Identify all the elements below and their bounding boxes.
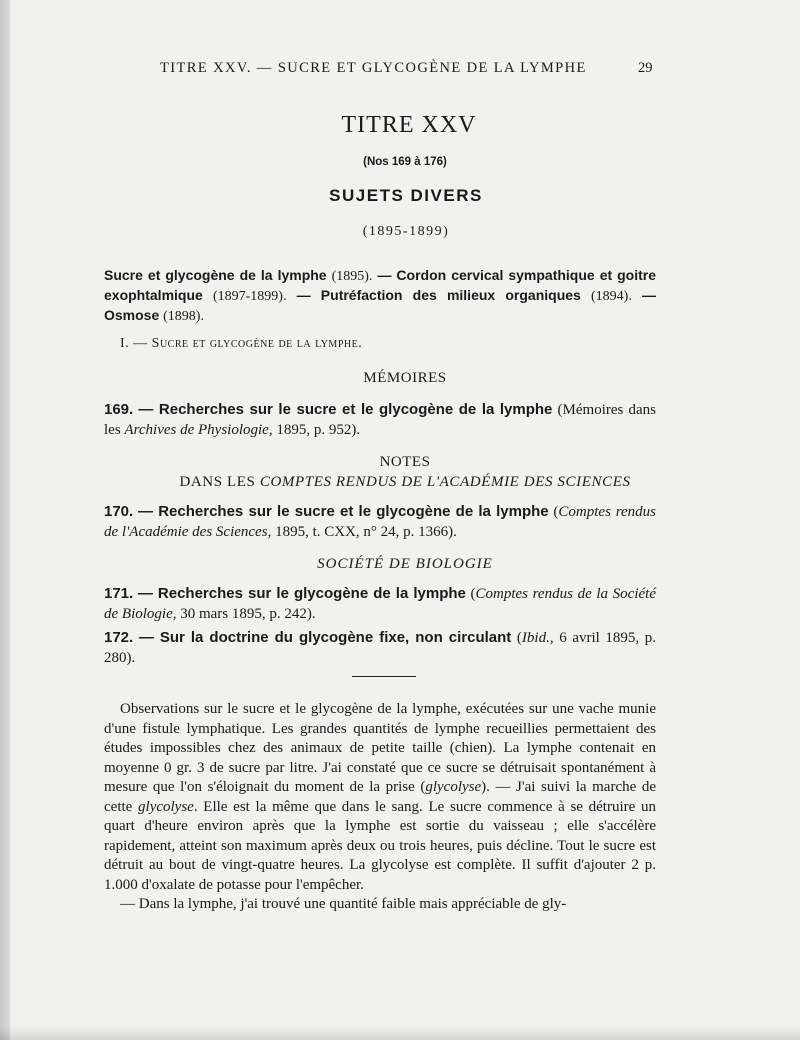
entry-number: 170.: [104, 503, 134, 520]
entry-journal: Comptes rendus de l'Académie des Sciences: [104, 504, 656, 540]
entry-ref: , 1895, t. CXX, n° 24, p. 1366).: [267, 524, 457, 540]
summary-year: (1897-1899).: [212, 289, 287, 304]
heading-journal: COMPTES RENDUS DE L'ACADÉMIE DES SCIENCES: [259, 474, 631, 490]
bibliography-entry: [104, 502, 656, 542]
entry-title: — Sur la doctrine du glycogène fixe, non circulant: [138, 629, 512, 646]
running-head: TITRE XXV. — SUCRE ET GLYCOGÈNE DE LA LYMPHE: [160, 60, 587, 76]
bibliography-entry: [104, 584, 656, 624]
entry-journal: Archives de Physiologie: [124, 422, 269, 438]
heading-notes: NOTES: [379, 454, 431, 470]
heading-societe: SOCIÉTÉ DE BIOLOGIE: [317, 556, 493, 572]
entry-number: 172.: [104, 629, 134, 646]
entry-ref: , 6 avril 1895, p. 280).: [104, 630, 657, 666]
heading-prefix: DANS LES: [179, 474, 256, 490]
entry-ref: , 30 mars 1895, p. 242).: [172, 606, 316, 622]
entry-title: — Recherches sur le sucre et le glycogène de la lymphe: [138, 401, 553, 418]
summary-topic: — Osmose: [104, 287, 656, 323]
heading-comptes-rendus: [0, 474, 800, 491]
summary-year: (1898).: [163, 309, 204, 324]
title-subject: SUJETS DIVERS: [329, 186, 483, 205]
summary-topic: — Cordon cervical sympathique et goitre exophtalmique: [104, 267, 657, 303]
title-numbers: (Nos 169 à 176): [363, 156, 447, 168]
section-heading: I. — Sucre et glycogène de la lymphe.: [120, 336, 363, 351]
page-bottom-shadow: [0, 1026, 800, 1040]
page-title: TITRE XXV: [341, 112, 477, 138]
bibliography-entry: [104, 628, 656, 668]
entry-ref: (: [553, 504, 559, 520]
body-text-run: — Dans la lymphe, j'ai trouvé une quantité faible mais appréciable de gly-: [120, 896, 567, 912]
entry-ref: (: [470, 586, 476, 602]
section-divider: [352, 676, 416, 677]
entry-number: 171.: [104, 585, 134, 602]
body-paragraph: [104, 895, 656, 915]
page-number: 29: [638, 60, 653, 76]
body-paragraph: [104, 700, 656, 895]
heading-memoires: MÉMOIRES: [363, 370, 447, 386]
summary-year: (1895).: [331, 269, 373, 284]
bibliography-entry: [104, 400, 656, 440]
body-text-run: ). — J'ai suivi la marche de cette: [104, 779, 657, 815]
entry-number: 169.: [104, 401, 134, 418]
body-text-run: Observations sur le sucre et le glycogène de la lymphe, exécutées sur une vache munie d'une fistule lymphatique. Les grandes quantités de lymphe recueillies permettaient des études impossibles chez des animaux de petite taille (chien). La lymphe contenait en moyenne 0 gr. 3 de sucre par litre. J'ai constaté que ce sucre se détruisait spontanément à mesure que l'on s'éloignait du moment de la prise (: [104, 701, 656, 795]
entry-ref: (Mémoires dans les: [104, 402, 656, 438]
entry-title: — Recherches sur le sucre et le glycogène de la lymphe: [138, 503, 549, 520]
body-text-run: . Elle est la même que dans le sang. Le sucre commence à se détruire un quart d'heure environ après que la lymphe est sortie du vaisseau ; elle s'accélère rapidement, atteint son maximum après deux ou trois heures, puis décline. Tout le sucre est détruit au bout de vingt-quatre heures. La glycolyse est complète. Il suffit d'ajouter 2 p. 1.000 d'oxalate de potasse pour l'empêcher.: [104, 798, 657, 893]
entry-journal: Ibid.: [521, 630, 550, 646]
entry-journal: Comptes rendus de la Société de Biologie: [104, 586, 656, 622]
entry-ref: , 1895, p. 952).: [268, 422, 361, 438]
body-text: [104, 700, 656, 915]
body-italic-term: glycolyse: [138, 798, 194, 815]
summary-paragraph: [104, 266, 656, 326]
title-years: (1895-1899): [362, 224, 450, 239]
entry-title: — Recherches sur le glycogène de la lymphe: [137, 585, 466, 602]
summary-year: (1894).: [591, 289, 632, 304]
body-italic-term: glycolyse: [425, 779, 482, 795]
summary-topic: Sucre et glycogène de la lymphe: [104, 267, 327, 283]
entry-ref: (: [516, 630, 522, 646]
summary-topic: — Putréfaction des milieux organiques: [296, 287, 581, 303]
